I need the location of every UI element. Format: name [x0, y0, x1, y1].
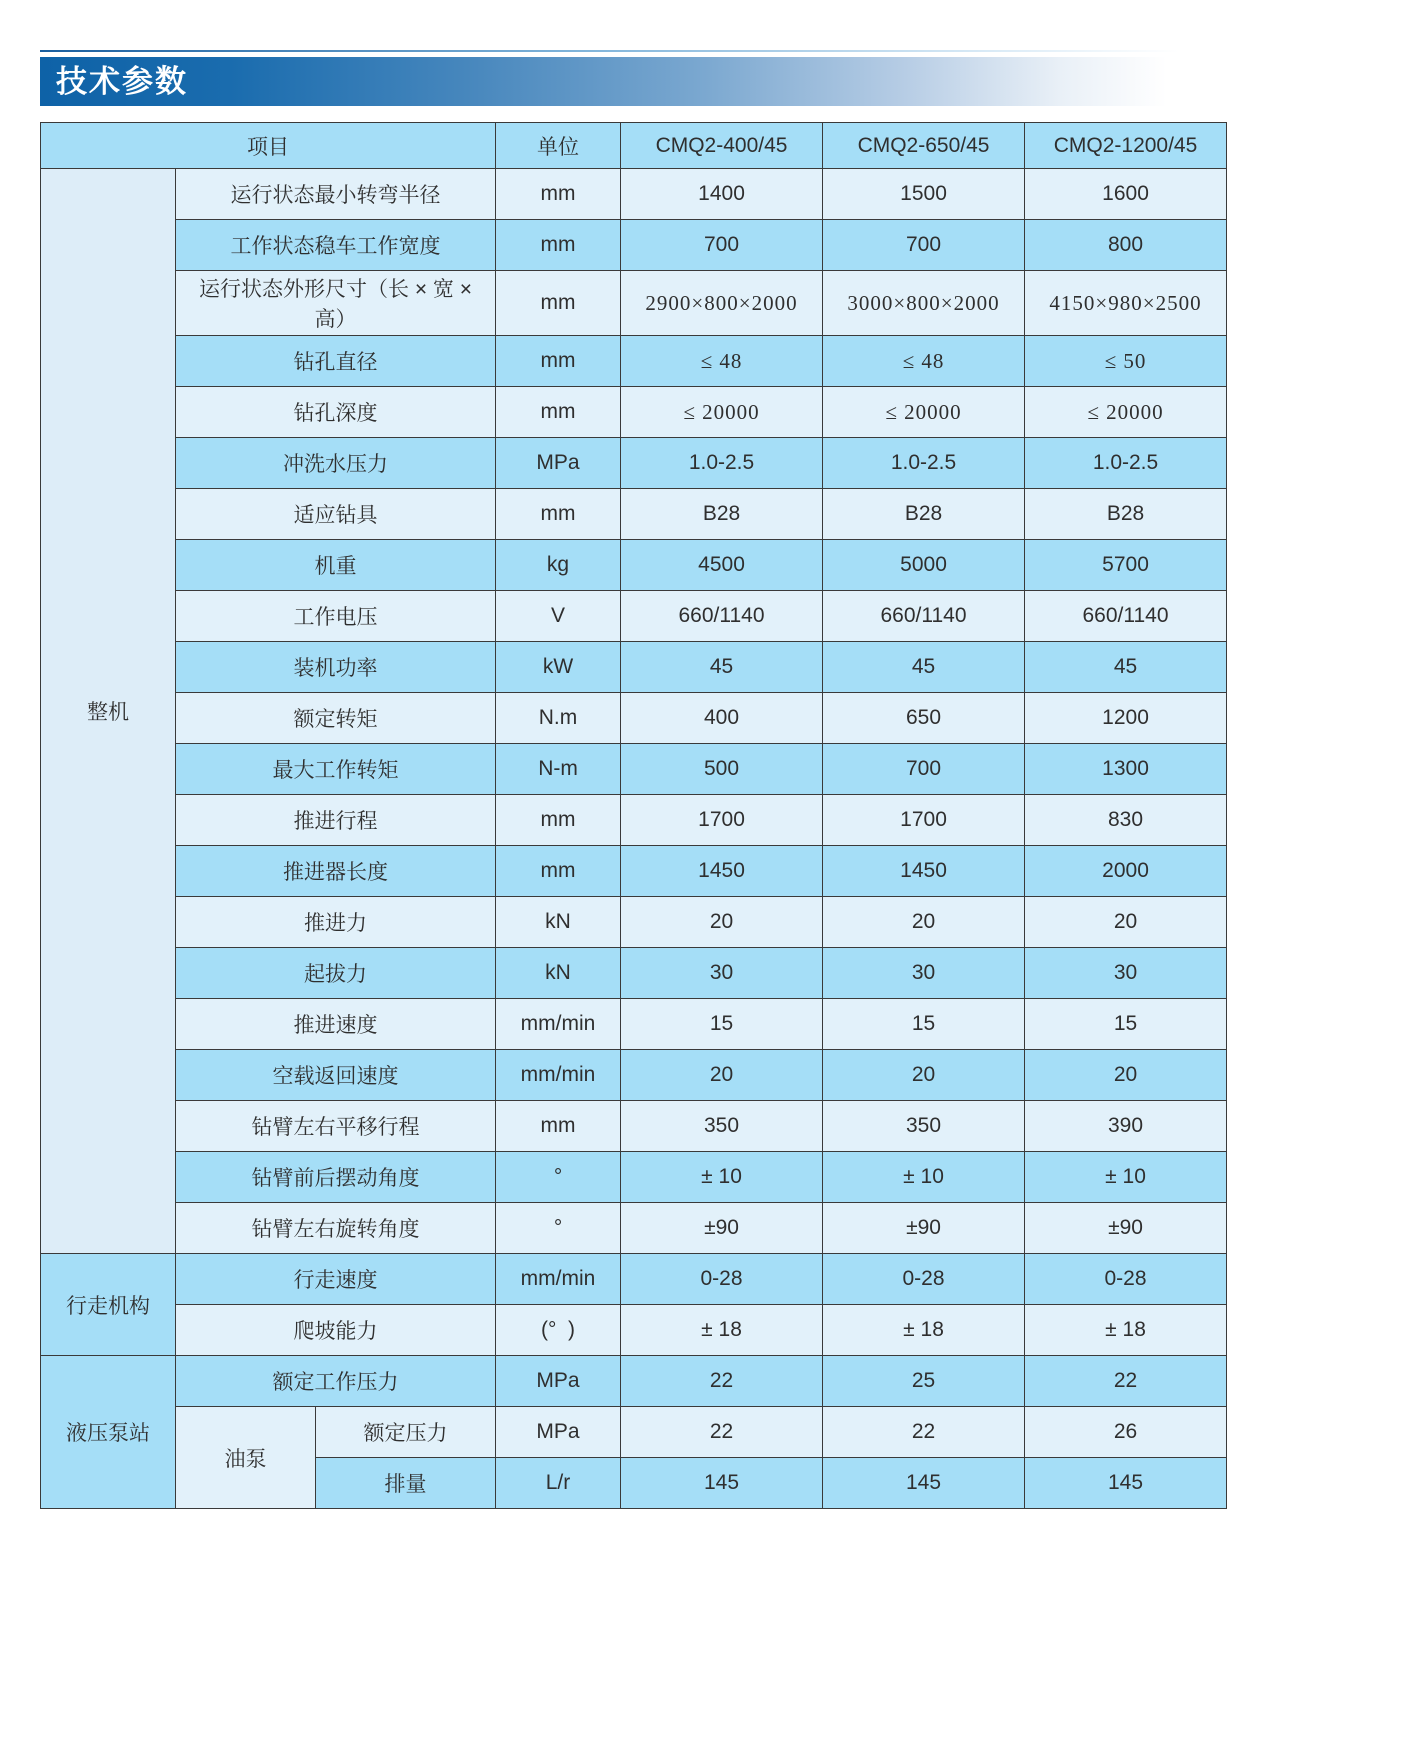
spec-cell-value: 660/1140 — [1025, 591, 1227, 642]
spec-cell-label: 钻孔深度 — [176, 387, 496, 438]
spec-cell-unit: kN — [496, 948, 621, 999]
spec-cell-value: 350 — [823, 1101, 1025, 1152]
spec-cell-value: 1600 — [1025, 169, 1227, 220]
spec-cell-label: 推进力 — [176, 897, 496, 948]
spec-cell-value: 660/1140 — [823, 591, 1025, 642]
spec-cell-value: ± 10 — [621, 1152, 823, 1203]
row-group-label: 整机 — [41, 169, 176, 1254]
spec-cell-value: 20 — [823, 1050, 1025, 1101]
table-row — [41, 1407, 1227, 1458]
spec-cell-label: 钻臂前后摆动角度 — [176, 1152, 496, 1203]
spec-cell-value: 45 — [621, 642, 823, 693]
spec-cell-label: 推进行程 — [176, 795, 496, 846]
spec-cell-value: 400 — [621, 693, 823, 744]
table-row — [41, 795, 1227, 846]
spec-cell-value: B28 — [823, 489, 1025, 540]
table-row — [41, 169, 1227, 220]
spec-cell-value: ± 10 — [823, 1152, 1025, 1203]
header-model-3: CMQ2-1200/45 — [1025, 123, 1227, 169]
spec-cell-unit: MPa — [496, 1407, 621, 1458]
spec-cell-value: ≤ 48 — [621, 336, 823, 387]
spec-cell-value: 500 — [621, 744, 823, 795]
spec-cell-value: 0-28 — [621, 1254, 823, 1305]
spec-cell-value: B28 — [1025, 489, 1227, 540]
spec-cell-label: 排量 — [316, 1458, 496, 1509]
spec-cell-label: 推进速度 — [176, 999, 496, 1050]
row-group-label: 液压泵站 — [41, 1356, 176, 1509]
spec-cell-unit: kW — [496, 642, 621, 693]
spec-cell-value: ≤ 50 — [1025, 336, 1227, 387]
spec-cell-label: 运行状态外形尺寸（长 × 宽 × 高） — [176, 271, 496, 336]
spec-cell-value: 145 — [621, 1458, 823, 1509]
table-row — [41, 1305, 1227, 1356]
spec-cell-value: 1400 — [621, 169, 823, 220]
spec-cell-label: 爬坡能力 — [176, 1305, 496, 1356]
spec-cell-value: 20 — [1025, 1050, 1227, 1101]
spec-cell-value: 1450 — [823, 846, 1025, 897]
spec-cell-value: 2000 — [1025, 846, 1227, 897]
spec-cell-unit: mm — [496, 795, 621, 846]
spec-cell-value: 1.0-2.5 — [823, 438, 1025, 489]
spec-cell-unit: N.m — [496, 693, 621, 744]
spec-cell-value: B28 — [621, 489, 823, 540]
spec-cell-value: 22 — [1025, 1356, 1227, 1407]
spec-cell-label: 工作状态稳车工作宽度 — [176, 220, 496, 271]
spec-cell-value: 3000×800×2000 — [823, 271, 1025, 336]
spec-cell-label: 空载返回速度 — [176, 1050, 496, 1101]
section-title: 技术参数 — [56, 64, 188, 99]
spec-cell-unit: MPa — [496, 1356, 621, 1407]
spec-cell-value: ≤ 20000 — [621, 387, 823, 438]
spec-cell-value: 20 — [1025, 897, 1227, 948]
spec-cell-label: 工作电压 — [176, 591, 496, 642]
spec-cell-value: 650 — [823, 693, 1025, 744]
spec-cell-label: 钻臂左右旋转角度 — [176, 1203, 496, 1254]
spec-cell-unit: (° ) — [496, 1305, 621, 1356]
table-row — [41, 1356, 1227, 1407]
table-row — [41, 1101, 1227, 1152]
spec-cell-unit: V — [496, 591, 621, 642]
spec-cell-value: 4500 — [621, 540, 823, 591]
spec-cell-value: ± 18 — [823, 1305, 1025, 1356]
spec-cell-value: 15 — [621, 999, 823, 1050]
table-row — [41, 1254, 1227, 1305]
spec-cell-value: 700 — [823, 744, 1025, 795]
spec-cell-unit: ° — [496, 1203, 621, 1254]
spec-cell-unit: mm/min — [496, 1050, 621, 1101]
spec-cell-value: ≤ 20000 — [1025, 387, 1227, 438]
spec-cell-unit: mm — [496, 271, 621, 336]
spec-cell-value: 26 — [1025, 1407, 1227, 1458]
spec-cell-unit: mm — [496, 387, 621, 438]
header-model-1: CMQ2-400/45 — [621, 123, 823, 169]
table-row — [41, 642, 1227, 693]
spec-cell-value: 1700 — [823, 795, 1025, 846]
spec-cell-unit: ° — [496, 1152, 621, 1203]
spec-cell-value: 1500 — [823, 169, 1025, 220]
spec-cell-unit: MPa — [496, 438, 621, 489]
spec-cell-value: 5700 — [1025, 540, 1227, 591]
table-row — [41, 336, 1227, 387]
spec-cell-value: 4150×980×2500 — [1025, 271, 1227, 336]
spec-cell-value: 15 — [823, 999, 1025, 1050]
spec-cell-label: 钻臂左右平移行程 — [176, 1101, 496, 1152]
table-row — [41, 1152, 1227, 1203]
spec-cell-value: 700 — [823, 220, 1025, 271]
spec-cell-unit: mm — [496, 336, 621, 387]
table-row — [41, 489, 1227, 540]
spec-cell-value: 1300 — [1025, 744, 1227, 795]
spec-cell-unit: mm — [496, 220, 621, 271]
spec-cell-label: 适应钻具 — [176, 489, 496, 540]
header-unit: 单位 — [496, 123, 621, 169]
spec-cell-label: 额定工作压力 — [176, 1356, 496, 1407]
spec-cell-value: 1700 — [621, 795, 823, 846]
spec-cell-value: 22 — [621, 1407, 823, 1458]
spec-cell-value: 20 — [823, 897, 1025, 948]
spec-cell-unit: kN — [496, 897, 621, 948]
spec-cell-unit: mm — [496, 489, 621, 540]
table-row — [41, 591, 1227, 642]
header-item: 项目 — [41, 123, 496, 169]
spec-cell-unit: mm — [496, 169, 621, 220]
table-row — [41, 438, 1227, 489]
spec-cell-value: 1200 — [1025, 693, 1227, 744]
spec-cell-value: 15 — [1025, 999, 1227, 1050]
spec-cell-value: 0-28 — [823, 1254, 1025, 1305]
spec-cell-label: 钻孔直径 — [176, 336, 496, 387]
table-row — [41, 999, 1227, 1050]
table-row — [41, 540, 1227, 591]
table-row — [41, 693, 1227, 744]
spec-cell-value: ±90 — [621, 1203, 823, 1254]
spec-cell-value: 0-28 — [1025, 1254, 1227, 1305]
section-banner — [40, 57, 1226, 106]
spec-cell-value: 390 — [1025, 1101, 1227, 1152]
spec-cell-value: 30 — [621, 948, 823, 999]
spec-cell-value: 20 — [621, 1050, 823, 1101]
spec-cell-value: 830 — [1025, 795, 1227, 846]
spec-cell-label: 额定转矩 — [176, 693, 496, 744]
spec-cell-value: 800 — [1025, 220, 1227, 271]
spec-cell-value: 1.0-2.5 — [1025, 438, 1227, 489]
row-group-label: 行走机构 — [41, 1254, 176, 1356]
spec-cell-value: 145 — [1025, 1458, 1227, 1509]
spec-cell-value: ±90 — [823, 1203, 1025, 1254]
spec-cell-label: 行走速度 — [176, 1254, 496, 1305]
table-row — [41, 846, 1227, 897]
spec-cell-value: 145 — [823, 1458, 1025, 1509]
spec-cell-value: 5000 — [823, 540, 1025, 591]
spec-cell-value: 45 — [823, 642, 1025, 693]
spec-cell-value: 22 — [621, 1356, 823, 1407]
spec-cell-value: 1.0-2.5 — [621, 438, 823, 489]
spec-cell-value: 350 — [621, 1101, 823, 1152]
spec-cell-value: ≤ 48 — [823, 336, 1025, 387]
table-row — [41, 271, 1227, 336]
spec-cell-label: 运行状态最小转弯半径 — [176, 169, 496, 220]
table-row — [41, 897, 1227, 948]
spec-cell-value: 700 — [621, 220, 823, 271]
spec-cell-value: 660/1140 — [621, 591, 823, 642]
table-row — [41, 1203, 1227, 1254]
spec-cell-value: 22 — [823, 1407, 1025, 1458]
spec-cell-label: 冲洗水压力 — [176, 438, 496, 489]
spec-cell-value: ± 10 — [1025, 1152, 1227, 1203]
spec-cell-value: 2900×800×2000 — [621, 271, 823, 336]
spec-cell-value: 25 — [823, 1356, 1025, 1407]
spec-cell-label: 机重 — [176, 540, 496, 591]
spec-cell-unit: kg — [496, 540, 621, 591]
spec-cell-label: 起拔力 — [176, 948, 496, 999]
spec-cell-value: 30 — [823, 948, 1025, 999]
spec-cell-unit: mm — [496, 846, 621, 897]
spec-cell-unit: L/r — [496, 1458, 621, 1509]
spec-cell-value: ±90 — [1025, 1203, 1227, 1254]
spec-cell-value: 20 — [621, 897, 823, 948]
spec-cell-value: 30 — [1025, 948, 1227, 999]
page-content — [40, 50, 1226, 1509]
spec-cell-unit: mm/min — [496, 999, 621, 1050]
sub-group-label: 油泵 — [176, 1407, 316, 1509]
spec-cell-value: ≤ 20000 — [823, 387, 1025, 438]
spec-cell-value: ± 18 — [621, 1305, 823, 1356]
spec-cell-value: ± 18 — [1025, 1305, 1227, 1356]
table-row — [41, 387, 1227, 438]
top-accent-rule — [40, 50, 1226, 52]
spec-table — [40, 122, 1227, 1509]
spec-cell-unit: N-m — [496, 744, 621, 795]
spec-cell-unit: mm — [496, 1101, 621, 1152]
table-row — [41, 220, 1227, 271]
table-header-row — [41, 123, 1227, 169]
table-row — [41, 1050, 1227, 1101]
spec-cell-label: 最大工作转矩 — [176, 744, 496, 795]
header-model-2: CMQ2-650/45 — [823, 123, 1025, 169]
spec-cell-label: 推进器长度 — [176, 846, 496, 897]
spec-cell-label: 装机功率 — [176, 642, 496, 693]
spec-cell-unit: mm/min — [496, 1254, 621, 1305]
table-row — [41, 948, 1227, 999]
spec-cell-value: 1450 — [621, 846, 823, 897]
table-row — [41, 744, 1227, 795]
spec-cell-value: 45 — [1025, 642, 1227, 693]
spec-cell-label: 额定压力 — [316, 1407, 496, 1458]
